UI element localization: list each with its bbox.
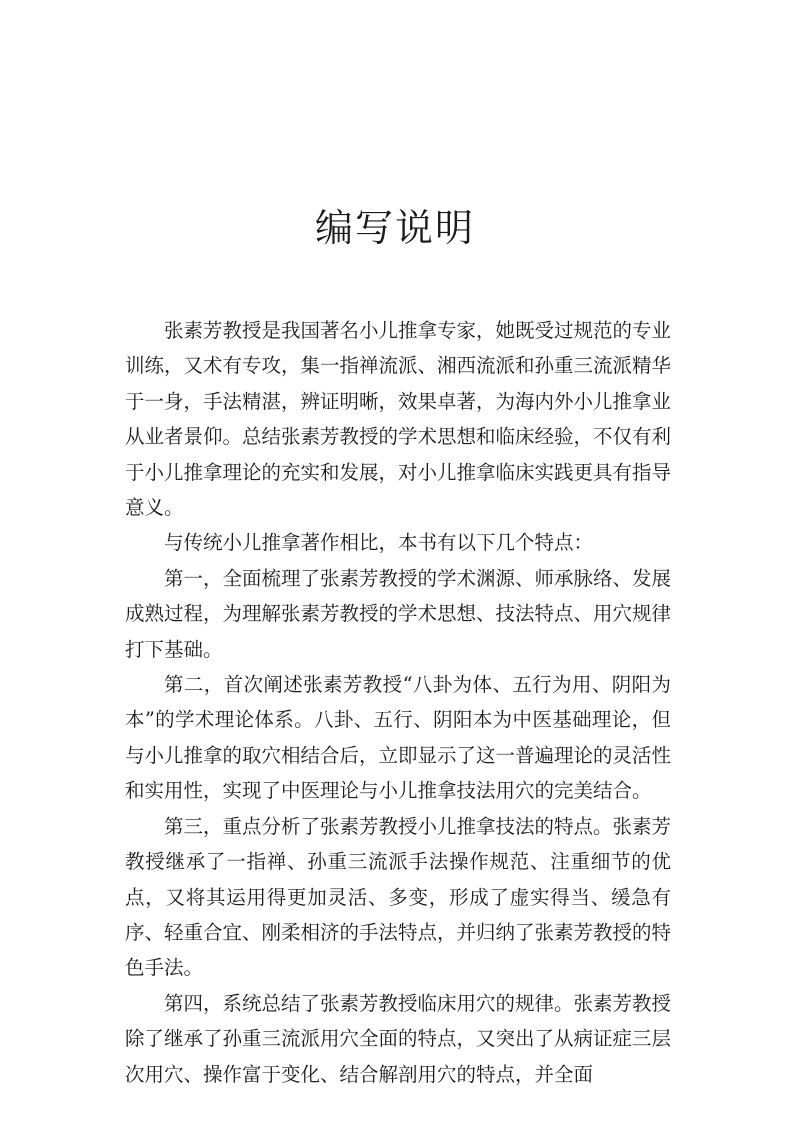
paragraph-feature-1: 第一，全面梳理了张素芳教授的学术渊源、师承脉络、发展成熟过程，为理解张素芳教授的学术思想、技法特点、用穴规律打下基础。	[125, 566, 672, 661]
body-text	[125, 313, 671, 1092]
paragraph-feature-3: 第三，重点分析了张素芳教授小儿推拿技法的特点。张素芳教授继承了一指禅、孙重三流派手法操作规范、注重细节的优点，又将其运用得更加灵活、多变，形成了虚实得当、缓急有序、轻重合宜、刚柔相济的手法特点，并归纳了张素芳教授的特色手法。	[125, 814, 672, 980]
paragraph-features-lead: 与传统小儿推拿著作相比，本书有以下几个特点：	[164, 531, 594, 555]
paragraph-intro: 张素芳教授是我国著名小儿推拿专家，她既受过规范的专业训练，又术有专攻，集一指禅流派、湘西流派和孙重三流派精华于一身，手法精湛，辨证明晰，效果卓著，为海内外小儿推拿业从业者景仰。总结张素芳教授的学术思想和临床经验，不仅有利于小儿推拿理论的充实和发展，对小儿推拿临床实践更具有指导意义。	[125, 319, 672, 520]
paragraph-feature-2: 第二，首次阐述张素芳教授“八卦为体、五行为用、阴阳为本”的学术理论体系。八卦、五行、阴阳本为中医基础理论，但与小儿推拿的取穴相结合后，立即显示了这一普遍理论的灵活性和实用性，实现了中医理论与小儿推拿技法用穴的完美结合。	[125, 673, 672, 803]
paragraph-feature-4: 第四，系统总结了张素芳教授临床用穴的规律。张素芳教授除了继承了孙重三流派用穴全面的特点，又突出了从病证症三层次用穴、操作富于变化、结合解剖用穴的特点，并全面	[125, 991, 672, 1086]
page-title: 编写说明	[314, 206, 475, 250]
